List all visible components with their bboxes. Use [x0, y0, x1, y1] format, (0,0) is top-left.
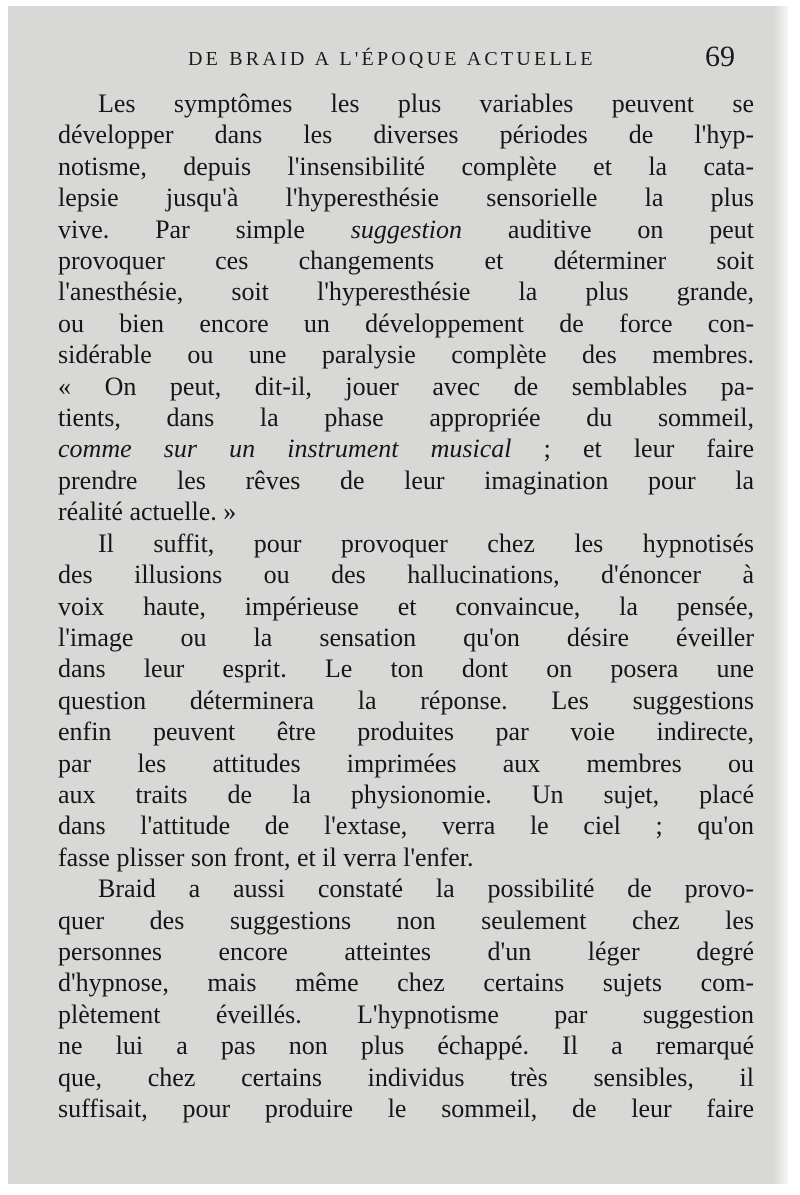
text-line: aux traits de la physionomie. Un sujet, placé: [58, 779, 754, 809]
text-line: l'anesthésie, soit l'hyperesthésie la plus grande,: [58, 277, 754, 307]
text-line: comme sur un instrument musical ; et leur faire: [58, 434, 754, 464]
text-line: question déterminera la réponse. Les suggestions: [58, 685, 754, 715]
text-line: notisme, depuis l'insensibilité complète et la cata-: [58, 151, 754, 181]
text-line: Les symptômes les plus variables peuvent se: [98, 89, 754, 118]
text-line: voix haute, impérieuse et convaincue, la pensée,: [58, 591, 754, 621]
running-head: [8, 40, 788, 80]
italic-term: suggestion: [350, 214, 462, 244]
text-line: sidérable ou une paralysie complète des membres.: [58, 340, 754, 370]
running-title: DE BRAID A L'ÉPOQUE ACTUELLE: [188, 48, 596, 70]
text-line: ou bien encore un développement de force con-: [58, 308, 754, 338]
text-line: Braid a aussi constaté la possibilité de provo-: [98, 874, 754, 904]
italic-quote: comme sur un instrument musical: [58, 434, 512, 464]
text-line: suffisait, pour produire le sommeil, de leur faire: [58, 1094, 754, 1123]
text-line: Il suffit, pour provoquer chez les hypnotisés: [98, 528, 754, 558]
text-line: personnes encore atteintes d'un léger degré: [58, 936, 754, 966]
text-line: développer dans les diverses périodes de l'hyp-: [58, 120, 754, 150]
text-line: d'hypnose, mais même chez certains sujets com-: [58, 968, 754, 998]
paragraph: [58, 528, 754, 873]
text-line: prendre les rêves de leur imagination pour la: [58, 465, 754, 495]
text-line: vive. Par simple suggestion auditive on peut: [58, 214, 754, 244]
text-line: « On peut, dit-il, jouer avec de semblables pa-: [58, 371, 754, 401]
text-line: plètement éveillés. L'hypnotisme par suggestion: [58, 999, 754, 1029]
text-line: tients, dans la phase appropriée du sommeil,: [58, 403, 754, 433]
book-page: [8, 6, 788, 1184]
text-line: par les attitudes imprimées aux membres ou: [58, 748, 754, 778]
text-line: dans l'attitude de l'extase, verra le ciel ; qu'on: [58, 811, 754, 841]
text-line: ne lui a pas non plus échappé. Il a remarqué: [58, 1031, 754, 1061]
text-line: que, chez certains individus très sensibles, il: [58, 1062, 754, 1092]
body-text: [58, 88, 754, 1124]
text-line: provoquer ces changements et déterminer soit: [58, 246, 754, 276]
text-line: des illusions ou des hallucinations, d'énoncer à: [58, 560, 754, 590]
text-line: fasse plisser son front, et il verra l'enfer.: [58, 842, 474, 872]
text-line: l'image ou la sensation qu'on désire éveiller: [58, 622, 754, 652]
text-line: enfin peuvent être produites par voie indirecte,: [58, 717, 754, 747]
text-line: dans leur esprit. Le ton dont on posera une: [58, 654, 754, 684]
page-number: 69: [705, 40, 735, 73]
paragraph: [58, 88, 754, 528]
text-line: lepsie jusqu'à l'hyperesthésie sensorielle la plus: [58, 183, 754, 213]
text-line: quer des suggestions non seulement chez les: [58, 905, 754, 935]
text-line: réalité actuelle. »: [58, 497, 237, 527]
paragraph: [58, 873, 754, 1124]
